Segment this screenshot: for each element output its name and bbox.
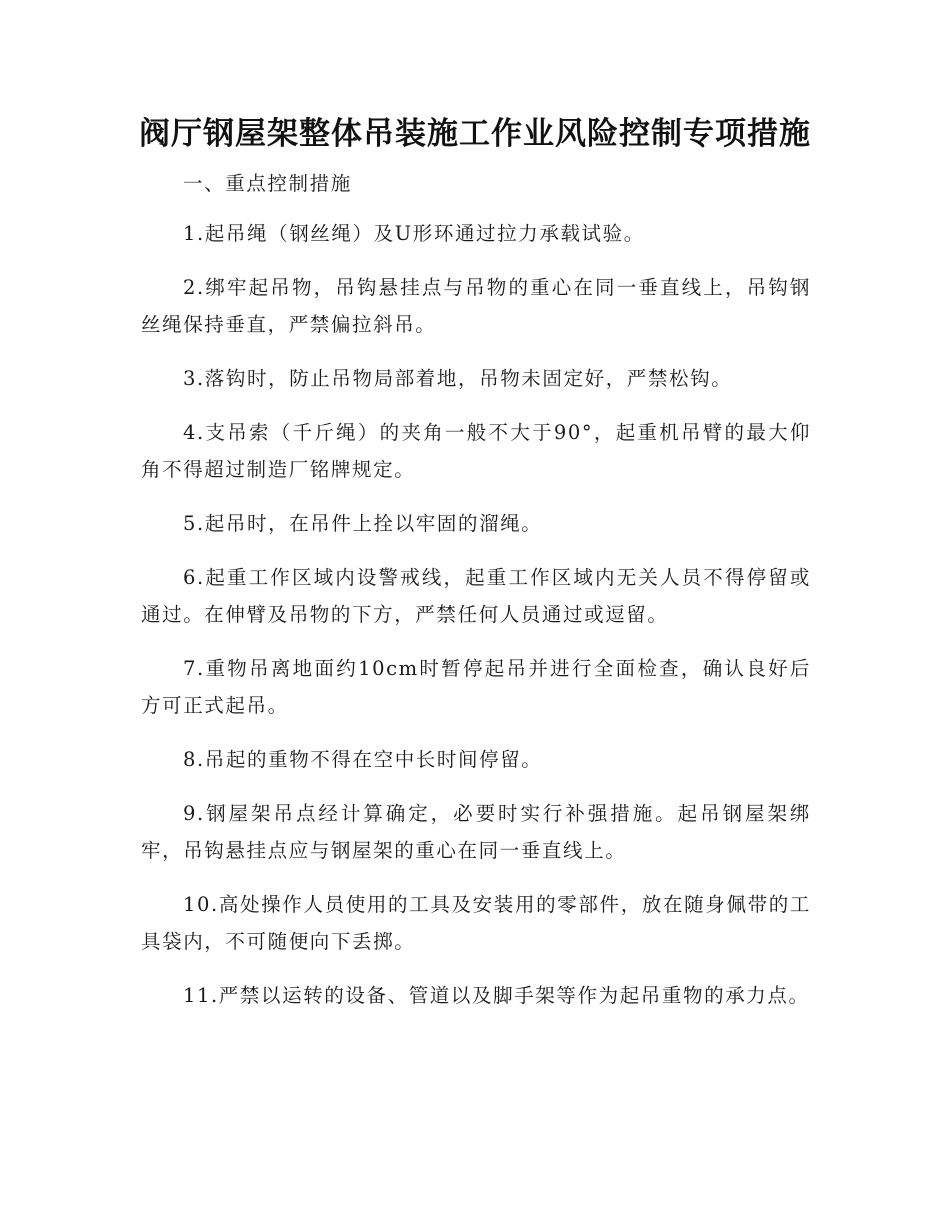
- measure-item-7: 7.重物吊离地面约10cm时暂停起吊并进行全面检查，确认良好后方可正式起吊。: [141, 657, 811, 717]
- measure-item-2: 2.绑牢起吊物，吊钩悬挂点与吊物的重心在同一垂直线上，吊钩钢丝绳保持垂直，严禁偏拉斜吊。: [141, 276, 811, 336]
- document-title: 阀厅钢屋架整体吊装施工作业风险控制专项措施: [139, 116, 811, 152]
- section-heading: 一、重点控制措施: [183, 172, 352, 195]
- measure-item-3: 3.落钩时，防止吊物局部着地，吊物未固定好，严禁松钩。: [183, 367, 733, 390]
- measure-item-8: 8.吊起的重物不得在空中长时间停留。: [183, 748, 543, 771]
- measure-item-4: 4.支吊索（千斤绳）的夹角一般不大于90°，起重机吊臂的最大仰角不得超过制造厂铭牌规定。: [141, 421, 811, 481]
- measure-item-6: 6.起重工作区域内设警戒线，起重工作区域内无关人员不得停留或通过。在伸臂及吊物的下方，严禁任何人员通过或逗留。: [141, 566, 811, 626]
- document-body: [141, 165, 811, 1031]
- measure-item-1: 1.起吊绳（钢丝绳）及U形环通过拉力承载试验。: [183, 222, 645, 245]
- measure-item-11: 11.严禁以运转的设备、管道以及脚手架等作为起吊重物的承力点。: [183, 984, 810, 1007]
- measure-item-9: 9.钢屋架吊点经计算确定，必要时实行补强措施。起吊钢屋架绑牢，吊钩悬挂点应与钢屋架的重心在同一垂直线上。: [141, 802, 811, 862]
- measure-item-5: 5.起吊时，在吊件上拴以牢固的溜绳。: [183, 512, 543, 535]
- measure-item-10: 10.高处操作人员使用的工具及安装用的零部件，放在随身佩带的工具袋内，不可随便向下丢掷。: [141, 893, 811, 953]
